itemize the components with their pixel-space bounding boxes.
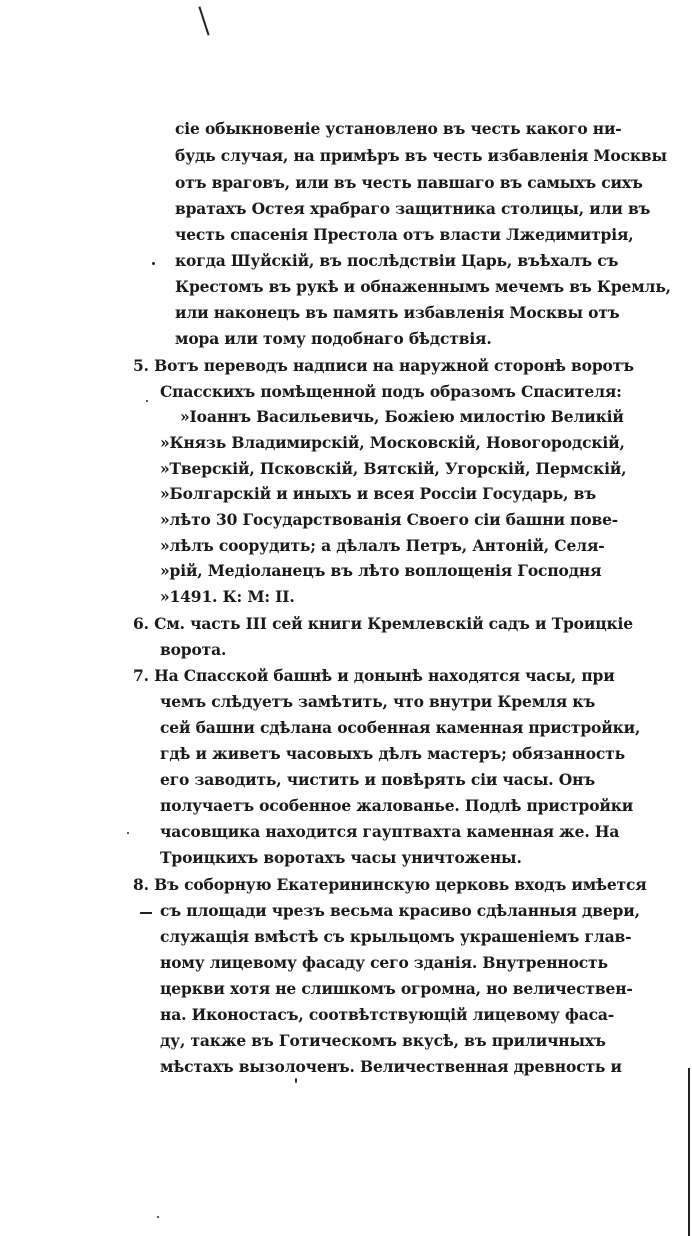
note-8-line-3: служащія вмѣстѣ съ крыльцомъ украшеніемъ глав- <box>160 927 632 946</box>
text-line-8: или наконецъ въ память избавленія Москвы отъ <box>175 303 620 322</box>
note-7-line-8: Троицкихъ воротахъ часы уничтожены. <box>160 848 522 867</box>
note-7-line-1: 7. На Спасской башнѣ и донынѣ находятся часы, при <box>133 666 615 685</box>
speck <box>152 262 155 265</box>
note-8-line-1: 8. Въ соборную Екатерининскую церковь входъ имѣется <box>133 875 647 894</box>
note-8-line-4: ному лицевому фасаду сего зданія. Внутренность <box>160 953 608 972</box>
note-7-line-6: получаетъ особенное жалованье. Подлѣ пристройки <box>160 796 634 815</box>
text-line-3: отъ враговъ, или въ честь павшаго въ самыхъ сихъ <box>175 173 643 192</box>
dash-mark <box>140 912 152 914</box>
note-7-line-2: чемъ слѣдуетъ замѣтить, что внутри Кремля къ <box>160 692 596 711</box>
note-8-line-6: на. Иконостасъ, соотвѣтствующій лицевому фаса- <box>160 1005 615 1024</box>
note-5-line-9: »рій, Медіоланецъ въ лѣто воплощенія Господня <box>160 561 602 580</box>
text-line-5: честь спасенія Престола отъ власти Лжедимитрія, <box>175 225 634 244</box>
note-5-line-10: »1491. К: М: II. <box>160 587 295 606</box>
note-5-line-3: »Іоаннъ Васильевичь, Божіею милостію Великій <box>180 407 624 426</box>
note-8-line-2: съ площади чрезъ весьма красиво сдѣланныя двери, <box>160 901 640 920</box>
note-6-line-1: 6. См. часть III сей книги Кремлевскій садъ и Троицкіе <box>133 614 634 633</box>
note-7-line-5: его заводить, чистить и повѣрять сіи часы. Онъ <box>160 770 596 789</box>
speck <box>146 400 148 402</box>
scan-edge-right <box>688 1068 690 1236</box>
note-5-line-2: Спасскихъ помѣщенной подъ образомъ Спасителя: <box>160 382 622 401</box>
speck <box>295 1078 297 1083</box>
speck <box>157 1216 159 1218</box>
note-5-line-1: 5. Вотъ переводъ надписи на наружной сторонѣ воротъ <box>133 356 634 375</box>
note-5-line-5: »Тверскій, Псковскій, Вятскій, Угорскій, Пермскій, <box>160 459 627 478</box>
speck <box>127 832 129 834</box>
note-6-line-2: ворота. <box>160 640 227 659</box>
scan-mark-top <box>198 7 209 36</box>
note-8-line-7: ду, также въ Готическомъ вкусѣ, въ приличныхъ <box>160 1031 606 1050</box>
text-line-1: сіе обыкновеніе установлено въ честь какого ни- <box>175 119 622 138</box>
note-7-line-3: сей башни сдѣлана особенная каменная пристройки, <box>160 718 641 737</box>
text-line-9: мора или тому подобнаго бѣдствія. <box>175 329 492 348</box>
text-line-4: вратахъ Остея храбраго защитника столицы, или въ <box>175 199 651 218</box>
note-5-line-4: »Князь Владимирскій, Московскій, Новогородскій, <box>160 433 625 452</box>
note-5-line-6: »Болгарскій и иныхъ и всея Россіи Государь, въ <box>160 484 596 503</box>
note-7-line-7: часовщика находится гауптвахта каменная же. На <box>160 822 620 841</box>
note-7-line-4: гдѣ и живетъ часовыхъ дѣлъ мастеръ; обязанность <box>160 744 625 763</box>
text-line-2: будь случая, на примѣръ въ честь избавленія Москвы <box>175 146 667 165</box>
note-8-line-5: церкви хотя не слишкомъ огромна, но величествен- <box>160 979 633 998</box>
text-line-6: когда Шуйскій, въ послѣдствіи Царь, въѣхалъ съ <box>175 251 619 270</box>
note-5-line-8: »лѣлъ соорудить; а дѣлалъ Петръ, Антоній, Селя- <box>160 536 605 555</box>
note-5-line-7: »лѣто 30 Государствованія Своего сіи башни пове- <box>160 510 619 529</box>
text-line-7: Крестомъ въ рукѣ и обнаженнымъ мечемъ въ Кремль, <box>175 277 671 296</box>
note-8-line-8: мѣстахъ вызолоченъ. Величественная древность и <box>160 1057 622 1076</box>
